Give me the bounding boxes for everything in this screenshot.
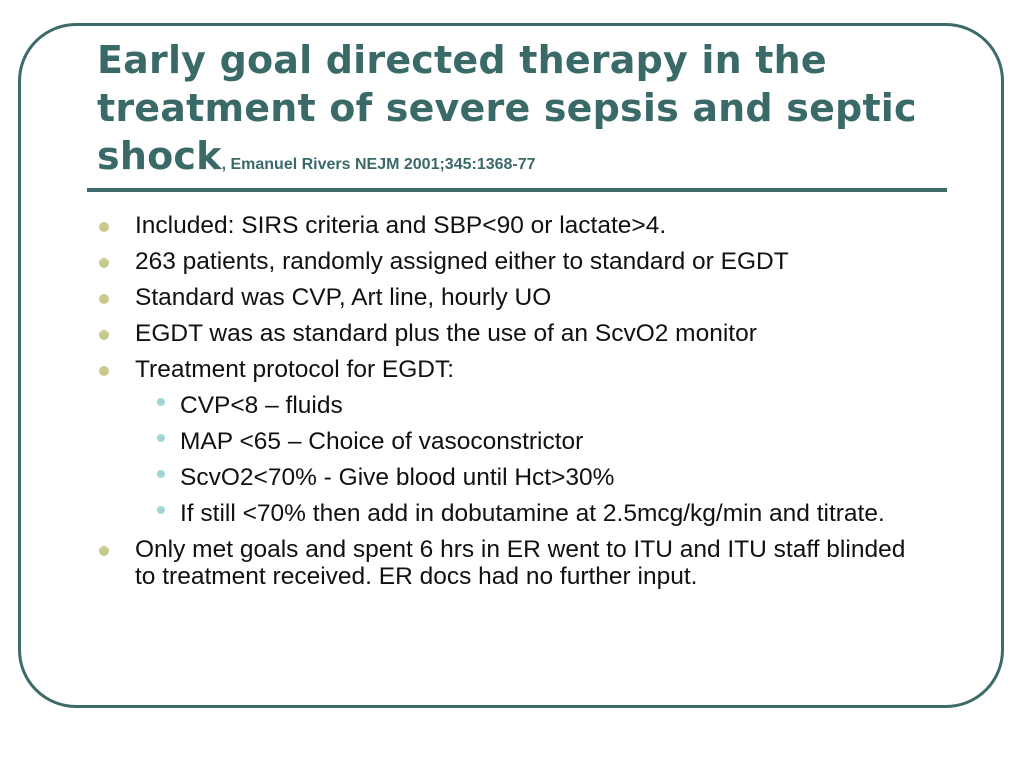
list-item	[97, 356, 927, 383]
citation: , Emanuel Rivers NEJM 2001;345:1368-77	[221, 156, 536, 173]
bullet-text: EGDT was as standard plus the use of an ScvO2 monitor	[135, 320, 757, 347]
bullet-list	[97, 212, 927, 599]
bullet-dot-icon	[99, 258, 109, 268]
sub-bullet-text: CVP<8 – fluids	[180, 392, 343, 419]
title-divider	[87, 188, 947, 192]
list-item	[97, 320, 927, 347]
sub-bullet-text: If still <70% then add in dobutamine at 2.5mcg/kg/min and titrate.	[180, 500, 885, 527]
bullet-dot-icon	[99, 546, 109, 556]
sub-list-item	[97, 428, 927, 455]
list-item	[97, 248, 927, 275]
bullet-text: Standard was CVP, Art line, hourly UO	[135, 284, 552, 311]
bullet-text: Included: SIRS criteria and SBP<90 or lactate>4.	[135, 212, 667, 239]
bullet-dot-icon	[99, 330, 109, 340]
sub-bullet-dot-icon	[157, 398, 165, 406]
sub-bullet-text: ScvO2<70% - Give blood until Hct>30%	[180, 464, 615, 491]
slide-title	[97, 36, 957, 189]
sub-bullet-dot-icon	[157, 434, 165, 442]
sub-list-item	[97, 392, 927, 419]
sub-bullet-text: MAP <65 – Choice of vasoconstrictor	[180, 428, 584, 455]
list-item	[97, 284, 927, 311]
bullet-dot-icon	[99, 222, 109, 232]
bullet-text: Only met goals and spent 6 hrs in ER went to ITU and ITU staff blinded to treatment received. ER docs had no further input.	[135, 536, 906, 590]
sub-bullet-dot-icon	[157, 506, 165, 514]
title-text: Early goal directed therapy in the treatment of severe sepsis and septic shock	[97, 38, 917, 178]
sub-list-item	[97, 464, 927, 491]
bullet-text: 263 patients, randomly assigned either to standard or EGDT	[135, 248, 789, 275]
bullet-dot-icon	[99, 294, 109, 304]
sub-list-item	[97, 500, 927, 527]
list-item	[97, 212, 927, 239]
bullet-text: Treatment protocol for EGDT:	[135, 356, 455, 383]
bullet-dot-icon	[99, 366, 109, 376]
list-item	[97, 536, 927, 590]
sub-bullet-dot-icon	[157, 470, 165, 478]
